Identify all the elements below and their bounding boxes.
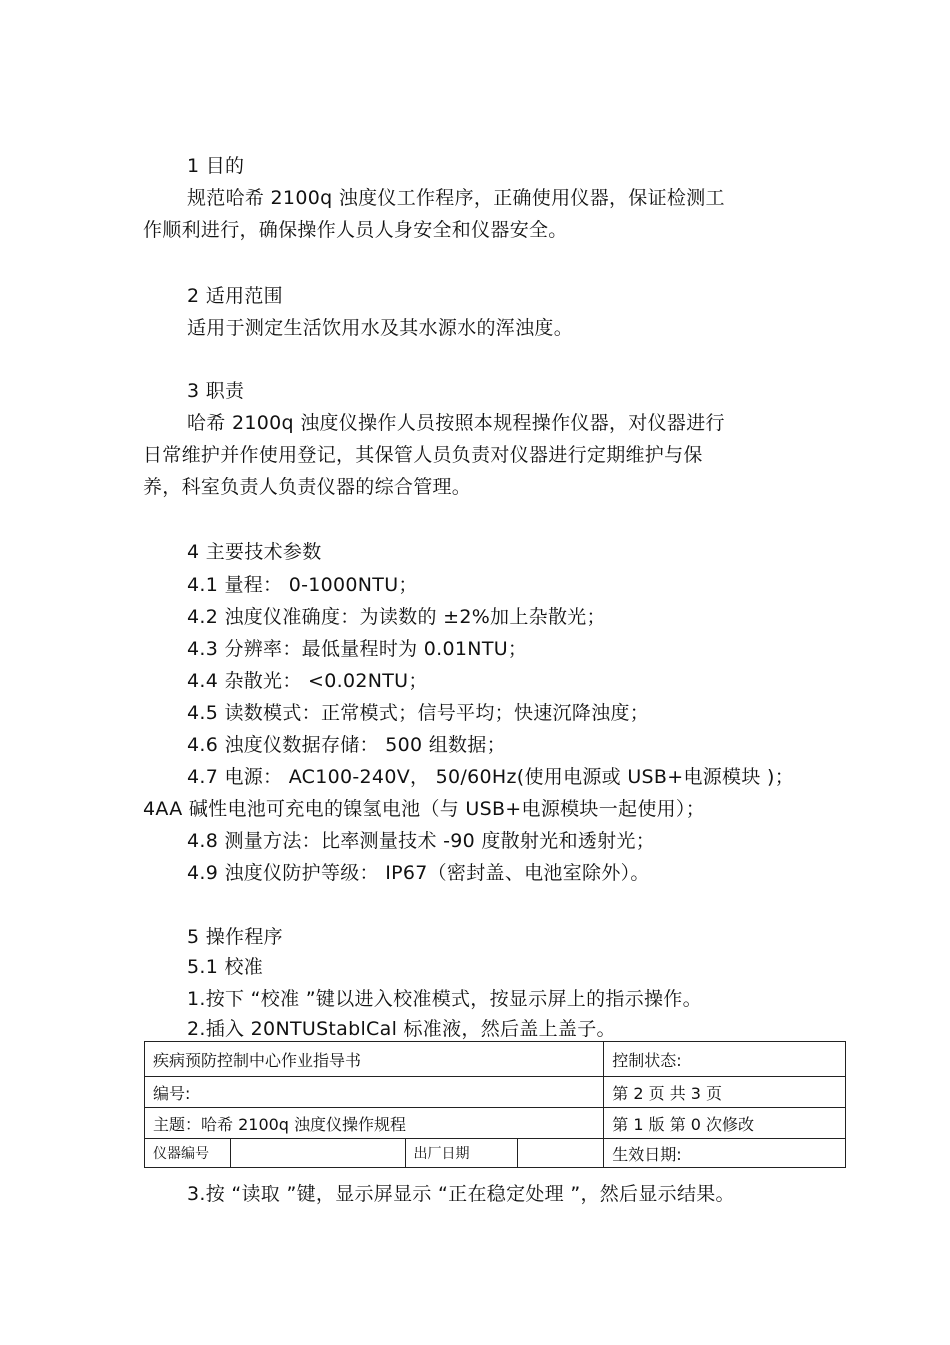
org-cell: 疾病预防控制中心作业指导书 <box>145 1042 604 1077</box>
section-4-title: 4 主要技术参数 <box>187 541 322 563</box>
spec-item: 4.9 浊度仪防护等级： IP67（密封盖、电池室除外）。 <box>187 862 650 884</box>
section-5-title: 5 操作程序 <box>187 926 283 948</box>
section-2-title: 2 适用范围 <box>187 285 283 307</box>
spec-item: 4.7 电源： AC100-240V， 50/60Hz(使用电源或 USB+电源模块 )； <box>187 766 794 788</box>
effective-date-cell: 生效日期: <box>604 1139 846 1168</box>
procedure-step: 3.按 “读取 ”键，显示屏显示 “正在稳定处理 ”，然后显示结果。 <box>187 1183 735 1205</box>
spec-item: 4.8 测量方法：比率测量技术 -90 度散射光和透射光； <box>187 830 656 852</box>
spec-item: 4.6 浊度仪数据存储： 500 组数据； <box>187 734 506 756</box>
instrument-no-label: 仪器编号 <box>145 1139 231 1168</box>
section-1-para-line: 规范哈希 2100q 浊度仪工作程序，正确使用仪器，保证检测工 <box>187 187 725 209</box>
spec-item: 4.2 浊度仪准确度：为读数的 ±2%加上杂散光； <box>187 606 606 628</box>
instrument-no-value <box>230 1139 405 1168</box>
spec-item-continuation: 4AA 碱性电池可充电的镍氢电池（与 USB+电源模块一起使用）； <box>143 798 706 820</box>
factory-date-label: 出厂日期 <box>405 1139 518 1168</box>
section-5-subtitle: 5.1 校准 <box>187 956 264 978</box>
spec-item: 4.5 读数模式：正常模式；信号平均；快速沉降浊度； <box>187 702 650 724</box>
spec-item: 4.4 杂散光： <0.02NTU； <box>187 670 428 692</box>
code-cell: 编号: <box>145 1077 604 1108</box>
section-3-title: 3 职责 <box>187 380 245 402</box>
section-2-para-line: 适用于测定生活饮用水及其水源水的浑浊度。 <box>187 317 574 339</box>
spec-item: 4.3 分辨率：最低量程时为 0.01NTU； <box>187 638 528 660</box>
document-header-table <box>144 1041 846 1168</box>
section-3-para-line: 养，科室负责人负责仪器的综合管理。 <box>143 476 472 498</box>
procedure-step: 1.按下 “校准 ”键以进入校准模式，按显示屏上的指示操作。 <box>187 988 702 1010</box>
section-1-para-line: 作顺利进行，确保操作人员人身安全和仪器安全。 <box>143 219 568 241</box>
version-cell: 第 1 版 第 0 次修改 <box>604 1108 846 1139</box>
section-1-title: 1 目的 <box>187 155 245 177</box>
subject-cell: 主题：哈希 2100q 浊度仪操作规程 <box>145 1108 604 1139</box>
section-3-para-line: 哈希 2100q 浊度仪操作人员按照本规程操作仪器，对仪器进行 <box>187 412 725 434</box>
procedure-step: 2.插入 20NTUStablCal 标准液，然后盖上盖子。 <box>187 1018 616 1040</box>
section-3-para-line: 日常维护并作使用登记，其保管人员负责对仪器进行定期维护与保 <box>143 444 703 466</box>
spec-item: 4.1 量程： 0-1000NTU； <box>187 574 418 596</box>
factory-date-value <box>518 1139 604 1168</box>
control-status-cell: 控制状态: <box>604 1042 846 1077</box>
page-info-cell: 第 2 页 共 3 页 <box>604 1077 846 1108</box>
